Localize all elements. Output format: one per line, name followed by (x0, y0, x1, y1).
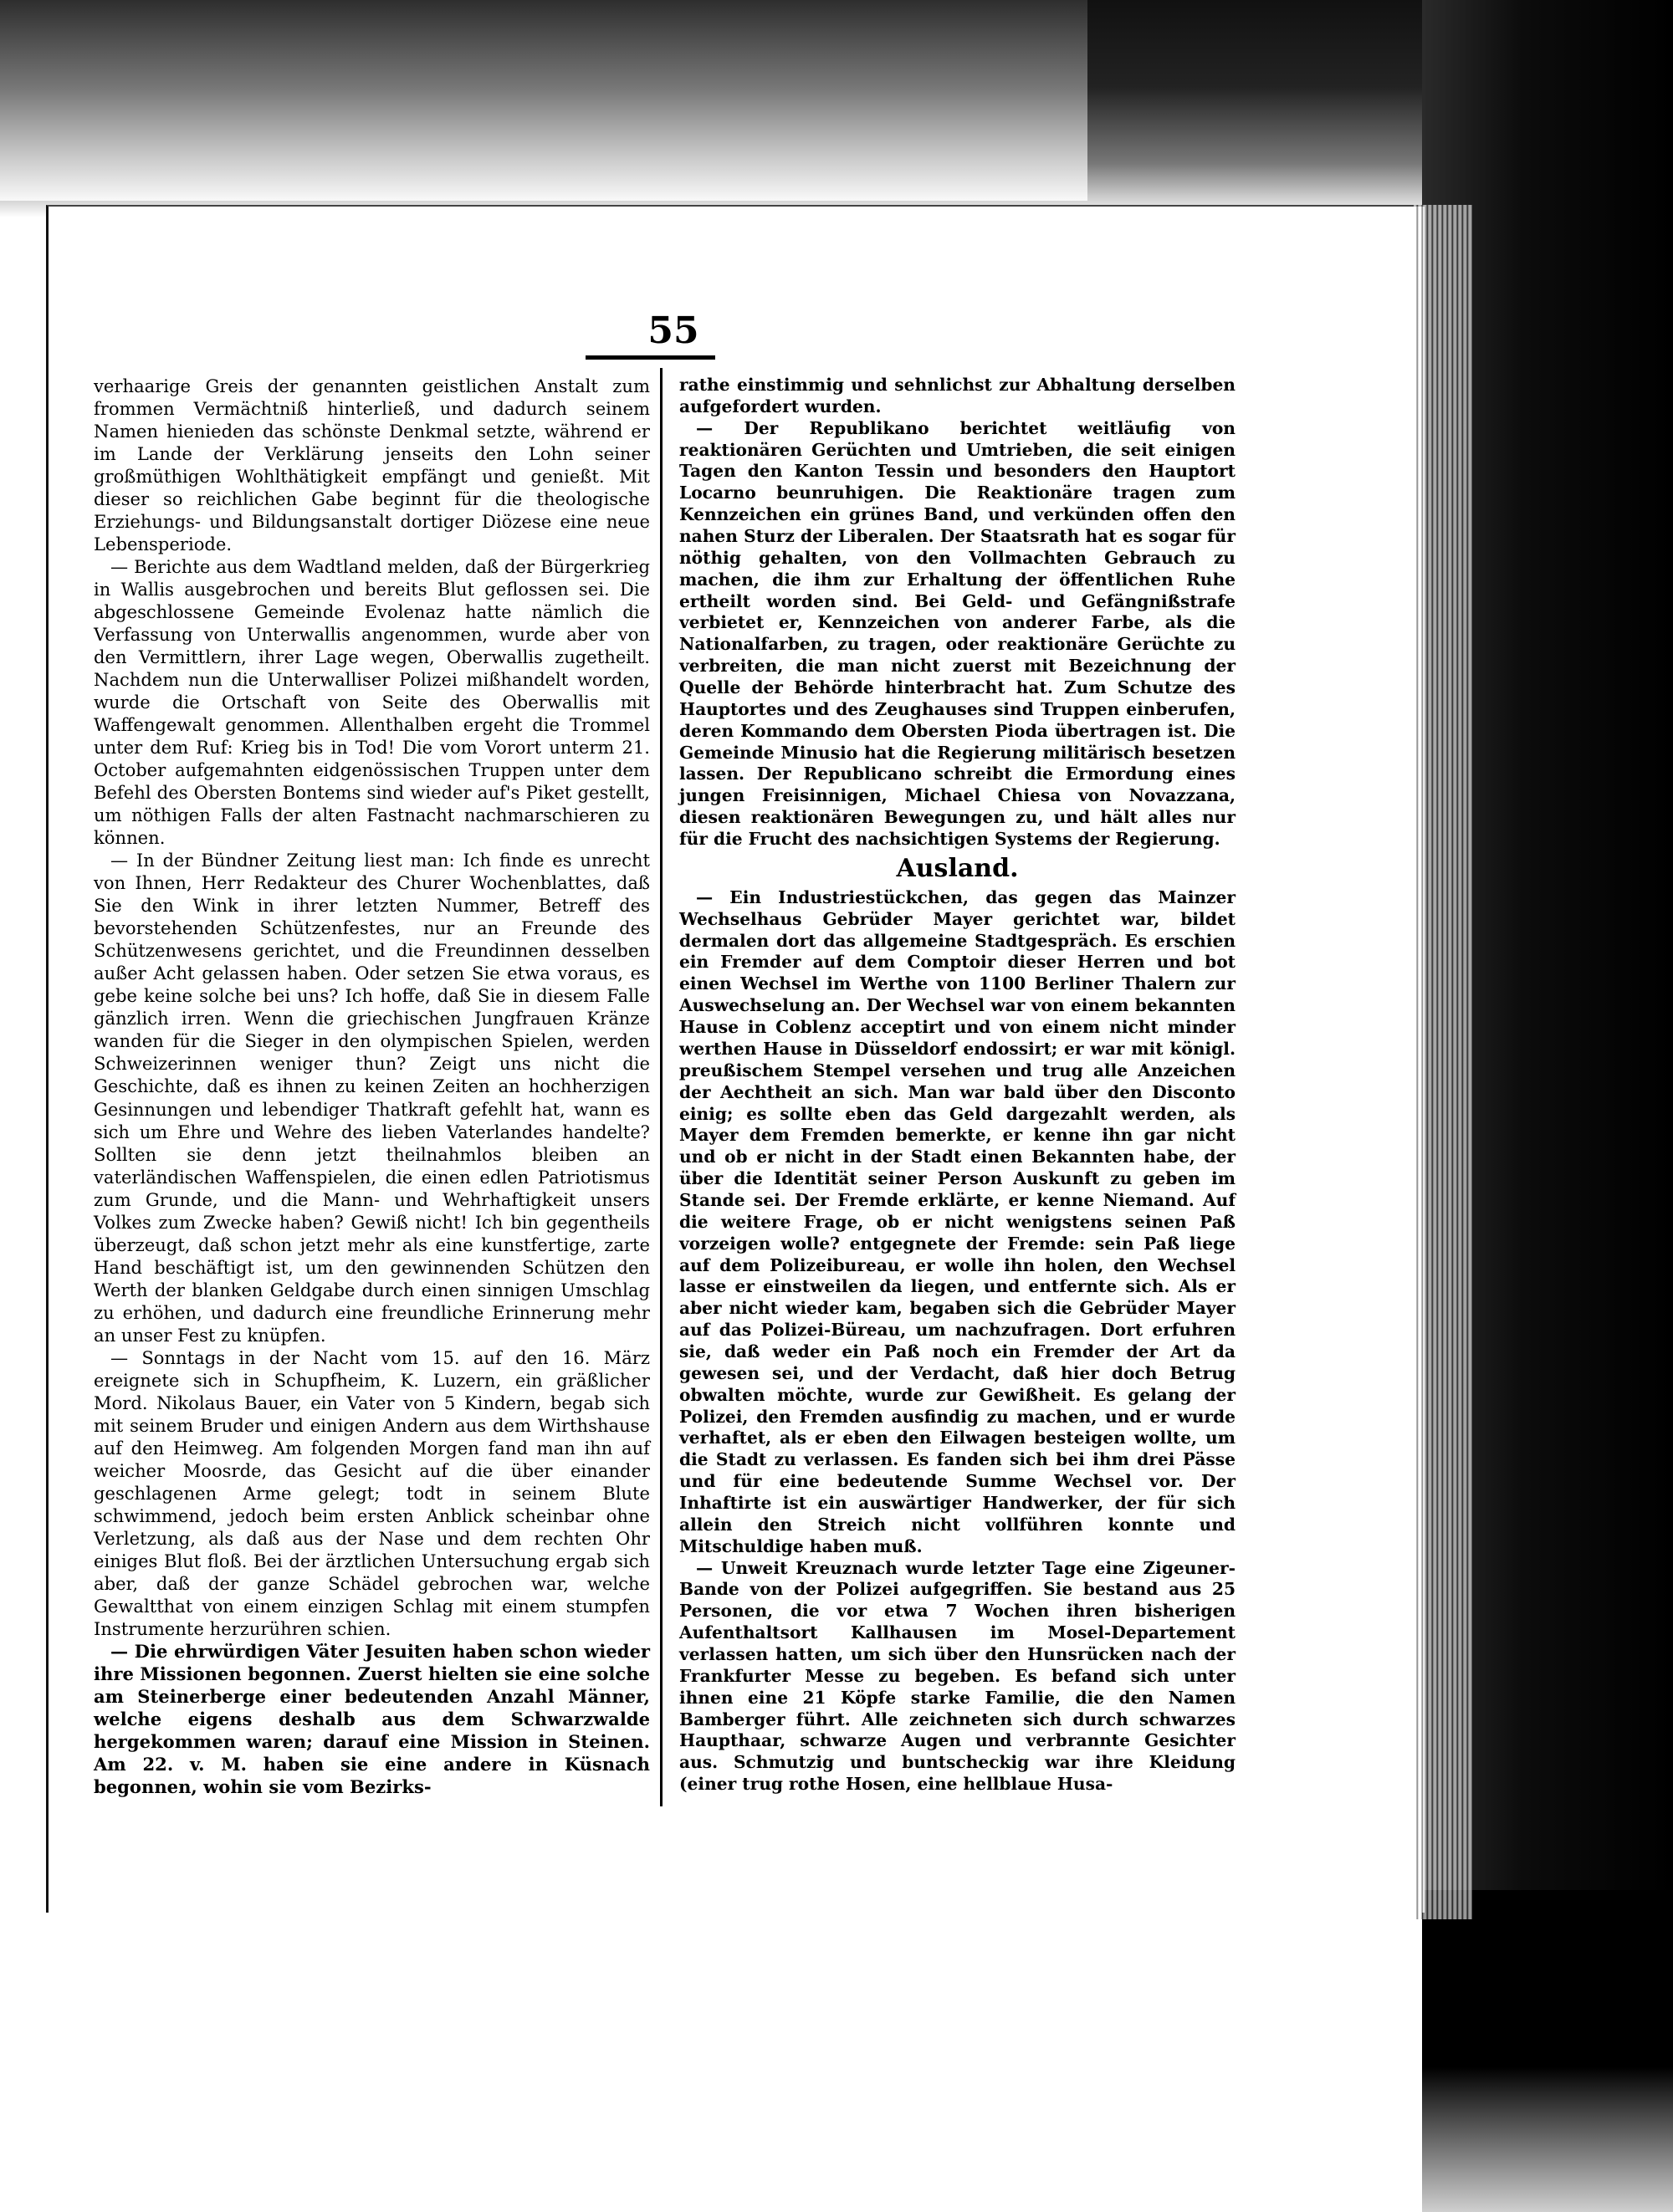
article-paragraph: — Die ehrwürdigen Väter Jesuiten haben schon wieder ihre Missionen begonnen. Zuerst hielten sie eine solche am Steinerberge einer bedeutenden Anzahl Männer, welche eigens deshalb aus dem Schwarzwalde hergekommen waren; darauf eine Mission in Steinen. Am 22. v. M. haben sie eine andere in Küsnach begonnen, wohin sie vom Bezirks- (94, 1640, 650, 1797)
article-paragraph: rathe einstimmig und sehnlichst zur Abhaltung derselben aufgefordert wurden. (679, 375, 1236, 416)
scan-dark-corner-bottom-right (1422, 1890, 1673, 2212)
page-stack-edge (1414, 205, 1472, 1919)
section-heading-ausland: Ausland. (896, 853, 1019, 883)
column-divider (660, 368, 663, 1806)
article-paragraph: — Berichte aus dem Wadtland melden, daß der Bürgerkrieg in Wallis ausgebrochen und bereits Blut geflossen sei. Die abgeschlossene Gemeinde Evolenaz hatte nämlich die Verfassung von Unterwallis angenommen, wurde aber von den Vermittlern, ihrer Lage wegen, Oberwallis zugetheilt. Nachdem nun die Unterwalliser Polizei mißhandelt worden, wurde die Ortschaft von Seite des Oberwallis mit Waffengewalt genommen. Allenthalben ergeht die Trommel unter dem Ruf: Krieg bis in Tod! Die vom Vorort unterm 21. October aufgemahnten eidgenössischen Truppen unter dem Befehl des Obersten Bontems sind wieder auf's Piket gestellt, um nöthigen Falls der alten Fastnacht nachmarschieren zu können. (94, 556, 650, 849)
article-paragraph: verhaarige Greis der genannten geistlichen Anstalt zum frommen Vermächtniß hinterließ, und dadurch seinem Namen hienieden das schönste Denkmal setzte, während er im Lande der Verklärung jenseits den Lohn seiner großmüthigen Wohlthätigkeit empfängt und genießt. Mit dieser so reichlichen Gabe beginnt für die theologische Erziehungs- und Bildungsanstalt dortiger Diözese eine neue Lebensperiode. (94, 375, 650, 555)
page-number: 55 (647, 309, 699, 352)
article-paragraph: — In der Bündner Zeitung liest man: Ich finde es unrecht von Ihnen, Herr Redakteur des Churer Wochenblattes, daß Sie den Wink in ihrer letzten Nummer, Betreff des bevorstehenden Schützenfestes, nur an Freunde des Schützenwesens gerichtet, und die Freundinnen desselben außer Acht gelassen haben. Oder setzen Sie etwa voraus, es gebe keine solche bei uns? Ich hoffe, daß Sie in diesem Falle gänzlich irren. Wenn die griechischen Jungfrauen Kränze wanden für die Sieger in den olympischen Spielen, werden Schweizerinnen weniger thun? Zeigt uns nicht die Geschichte, daß es ihnen zu keinen Zeiten an hochherzigen Gesinnungen und lebendiger Thatkraft gefehlt hat, wann es sich um Ehre und Wehre des lieben Vaterlandes handelte? Sollten sie denn jetzt theilnahmlos bleiben an vaterländischen Waffenspielen, die einen edlen Patriotismus zum Grunde, und die Mann- und Wehrhaftigkeit unsers Volkes zum Zwecke haben? Gewiß nicht! Ich bin gegentheils überzeugt, daß schon jetzt mehr als eine kunstfertige, zarte Hand beschäftigt ist, um den gewinnenden Schützen den Werth der blanken Geldgabe durch einen sinnigen Umschlag zu erhöhen, und dadurch eine freundliche Erinnerung mehr an unser Fest zu knüpfen. (94, 850, 650, 1346)
right-column (679, 375, 1236, 1796)
article-paragraph: — Ein Industriestückchen, das gegen das Mainzer Wechselhaus Gebrüder Mayer gerichtet war, bildet dermalen dort das allgemeine Stadtgespräch. Es erschien ein Fremder auf dem Comptoir dieser Herren und bot einen Wechsel im Werthe von 1100 Berliner Thalern zur Auswechselung an. Der Wechsel war von einem bekannten Hause in Coblenz acceptirt und von einem nicht minder werthen Hause in Düsseldorf endossirt; er war mit königl. preußischem Stempel versehen und trug alle Anzeichen der Aechtheit an sich. Man war bald über den Disconto einig; es sollte eben das Geld dargezahlt werden, als Mayer dem Fremden bemerkte, er kenne ihn gar nicht und ob er nicht in der Stadt einen Bekannten habe, der über die Identität seiner Person Auskunft zu geben im Stande sei. Der Fremde erklärte, er kenne Niemand. Auf die weitere Frage, ob er nicht wenigstens seinen Paß vorzeigen wolle? entgegnete der Fremde: sein Paß liege auf dem Polizeibureau, er wolle ihn holen, den Wechsel lasse er einstweilen da liegen, und entfernte sich. Als er aber nicht wieder kam, begaben sich die Gebrüder Mayer auf das Polizei-Büreau, um nachzufragen. Dort erfuhren sie, daß weder ein Paß noch ein Fremder der Art da gewesen sei, und der Verdacht, daß hier doch Betrug obwalten möchte, wurde zur Gewißheit. Es gelang der Polizei, den Fremden ausfindig zu machen, und er wurde verhaftet, als er eben den Eilwagen besteigen wollte, um die Stadt zu verlassen. Es fanden sich bei ihm drei Pässe und für eine bedeutende Summe Wechsel vor. Der Inhaftirte ist ein auswärtiger Handwerker, der für sich allein den Streich nicht vollführen konnte und Mitschuldige haben muß. (679, 886, 1236, 1556)
scan-shadow-top (0, 0, 1087, 201)
left-column (94, 375, 650, 1798)
header-rule (586, 355, 715, 360)
article-paragraph: — Sonntags in der Nacht vom 15. auf den 16. März ereignete sich in Schupfheim, K. Luzern, ein gräßlicher Mord. Nikolaus Bauer, ein Vater von 5 Kindern, begab sich mit seinem Bruder und einigen Andern aus dem Wirthshause auf den Heimweg. Am folgenden Morgen fand man ihn auf weicher Moosrde, das Gesicht auf die über einander geschlagenen Arme gelegt; todt in seinem Blute schwimmend, jedoch beim ersten Anblick scheinbar ohne Verletzung, als daß aus der Nase und dem rechten Ohr einiges Blut floß. Bei der ärztlichen Untersuchung ergab sich aber, daß der ganze Schädel gebrochen war, welche Gewaltthat von einem einzigen Schlag mit einem stumpfen Instrumente herzurühren schien. (94, 1346, 650, 1639)
article-paragraph: — Der Republikano berichtet weitläufig von reaktionären Gerüchten und Umtrieben, die seit einigen Tagen den Kanton Tessin und besonders den Hauptort Locarno beunruhigen. Die Reaktionäre tragen zum Kennzeichen ein grünes Band, und verkünden offen den nahen Sturz der Liberalen. Der Staatsrath hat es sogar für nöthig gehalten, von den Vollmachten Gebrauch zu machen, die ihm zur Erhaltung der öffentlichen Ruhe ertheilt worden sind. Bei Geld- und Gefängnißstrafe verbietet er, Kennzeichen von anderer Farbe, als die Nationalfarben, zu tragen, oder reaktionäre Gerüchte zu verbreiten, die man nicht zuerst mit Bezeichnung der Quelle der Behörde hinterbracht hat. Zum Schutze des Hauptortes und des Zeughauses sind Truppen einberufen, deren Kommando dem Obersten Pioda übertragen ist. Die Gemeinde Minusio hat die Regierung militärisch besetzen lassen. Der Republicano schreibt die Ermordung eines jungen Freisinnigen, Michael Chiesa von Novazzana, diesen reaktionären Bewegungen zu, und hält alles nur für die Frucht des nachsichtigen Systems der Regierung. (679, 417, 1236, 850)
article-paragraph: — Unweit Kreuznach wurde letzter Tage eine Zigeuner-Bande von der Polizei aufgegriffen. Sie bestand aus 25 Personen, die vor etwa 7 Wochen ihren bisherigen Aufenthaltsort Kallhausen im Mosel-Departement verlassen hatten, um sich über den Hunsrücken nach der Frankfurter Messe zu begeben. Es befand sich unter ihnen eine 21 Köpfe starke Familie, die den Namen Bamberger führt. Alle zeichneten sich durch schwarzes Haupthaar, schwarze Augen und verbrannte Gesichter aus. Schmutzig und buntscheckig war ihre Kleidung (einer trug rothe Hosen, eine hellblaue Husa- (679, 1557, 1236, 1795)
